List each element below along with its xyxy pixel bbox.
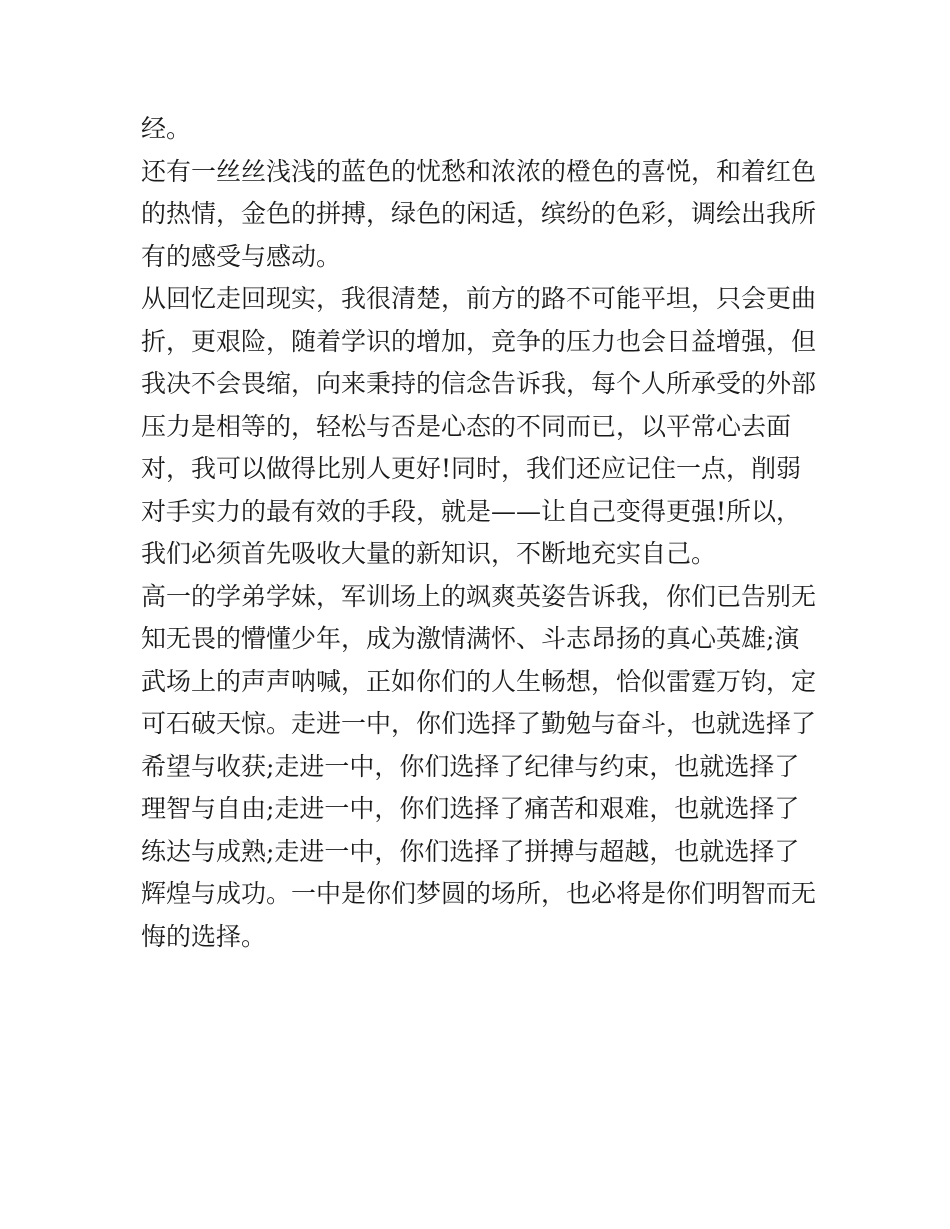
paragraph-3: 从回忆走回现实，我很清楚，前方的路不可能平坦，只会更曲 折，更艰险，随着学识的增加，竞争的压力也会日益增强，但 我决不会畏缩，向来秉持的信念告诉我，每个人所承受的外部 压力是相等的，轻松与否是心态的不同而已，以平常心去面 对，我可以做得比别人更好!同时，我们还应记住一点，削弱 对手实力的最有效的手段，就是——让自己变得更强!所以， 我们必须首先吸收大量的新知识，不断地充实自己。 (141, 284, 817, 568)
paragraph-4: 高一的学弟学妹，军训场上的飒爽英姿告诉我，你们已告别无 知无畏的懵懂少年，成为激情满怀、斗志昂扬的真心英雄;演 武场上的声声呐喊，正如你们的人生畅想，恰似雷霆万钧，定 可石破天惊。走进一中，你们选择了勤勉与奋斗，也就选择了 希望与收获;走进一中，你们选择了纪律与约束，也就选择了 理智与自由;走进一中，你们选择了痛苦和艰难，也就选择了 练达与成熟;走进一中，你们选择了拼搏与超越，也就选择了 辉煌与成功。一中是你们梦圆的场所，也必将是你们明智而无 悔的选择。 (141, 581, 817, 951)
paragraph-2: 还有一丝丝浅浅的蓝色的忧愁和浓浓的橙色的喜悦，和着红色 的热情，金色的拼搏，绿色的闲适，缤纷的色彩，调绘出我所 有的感受与感动。 (141, 156, 817, 271)
paragraph-1: 经。 (141, 114, 192, 143)
document-body (141, 108, 821, 958)
